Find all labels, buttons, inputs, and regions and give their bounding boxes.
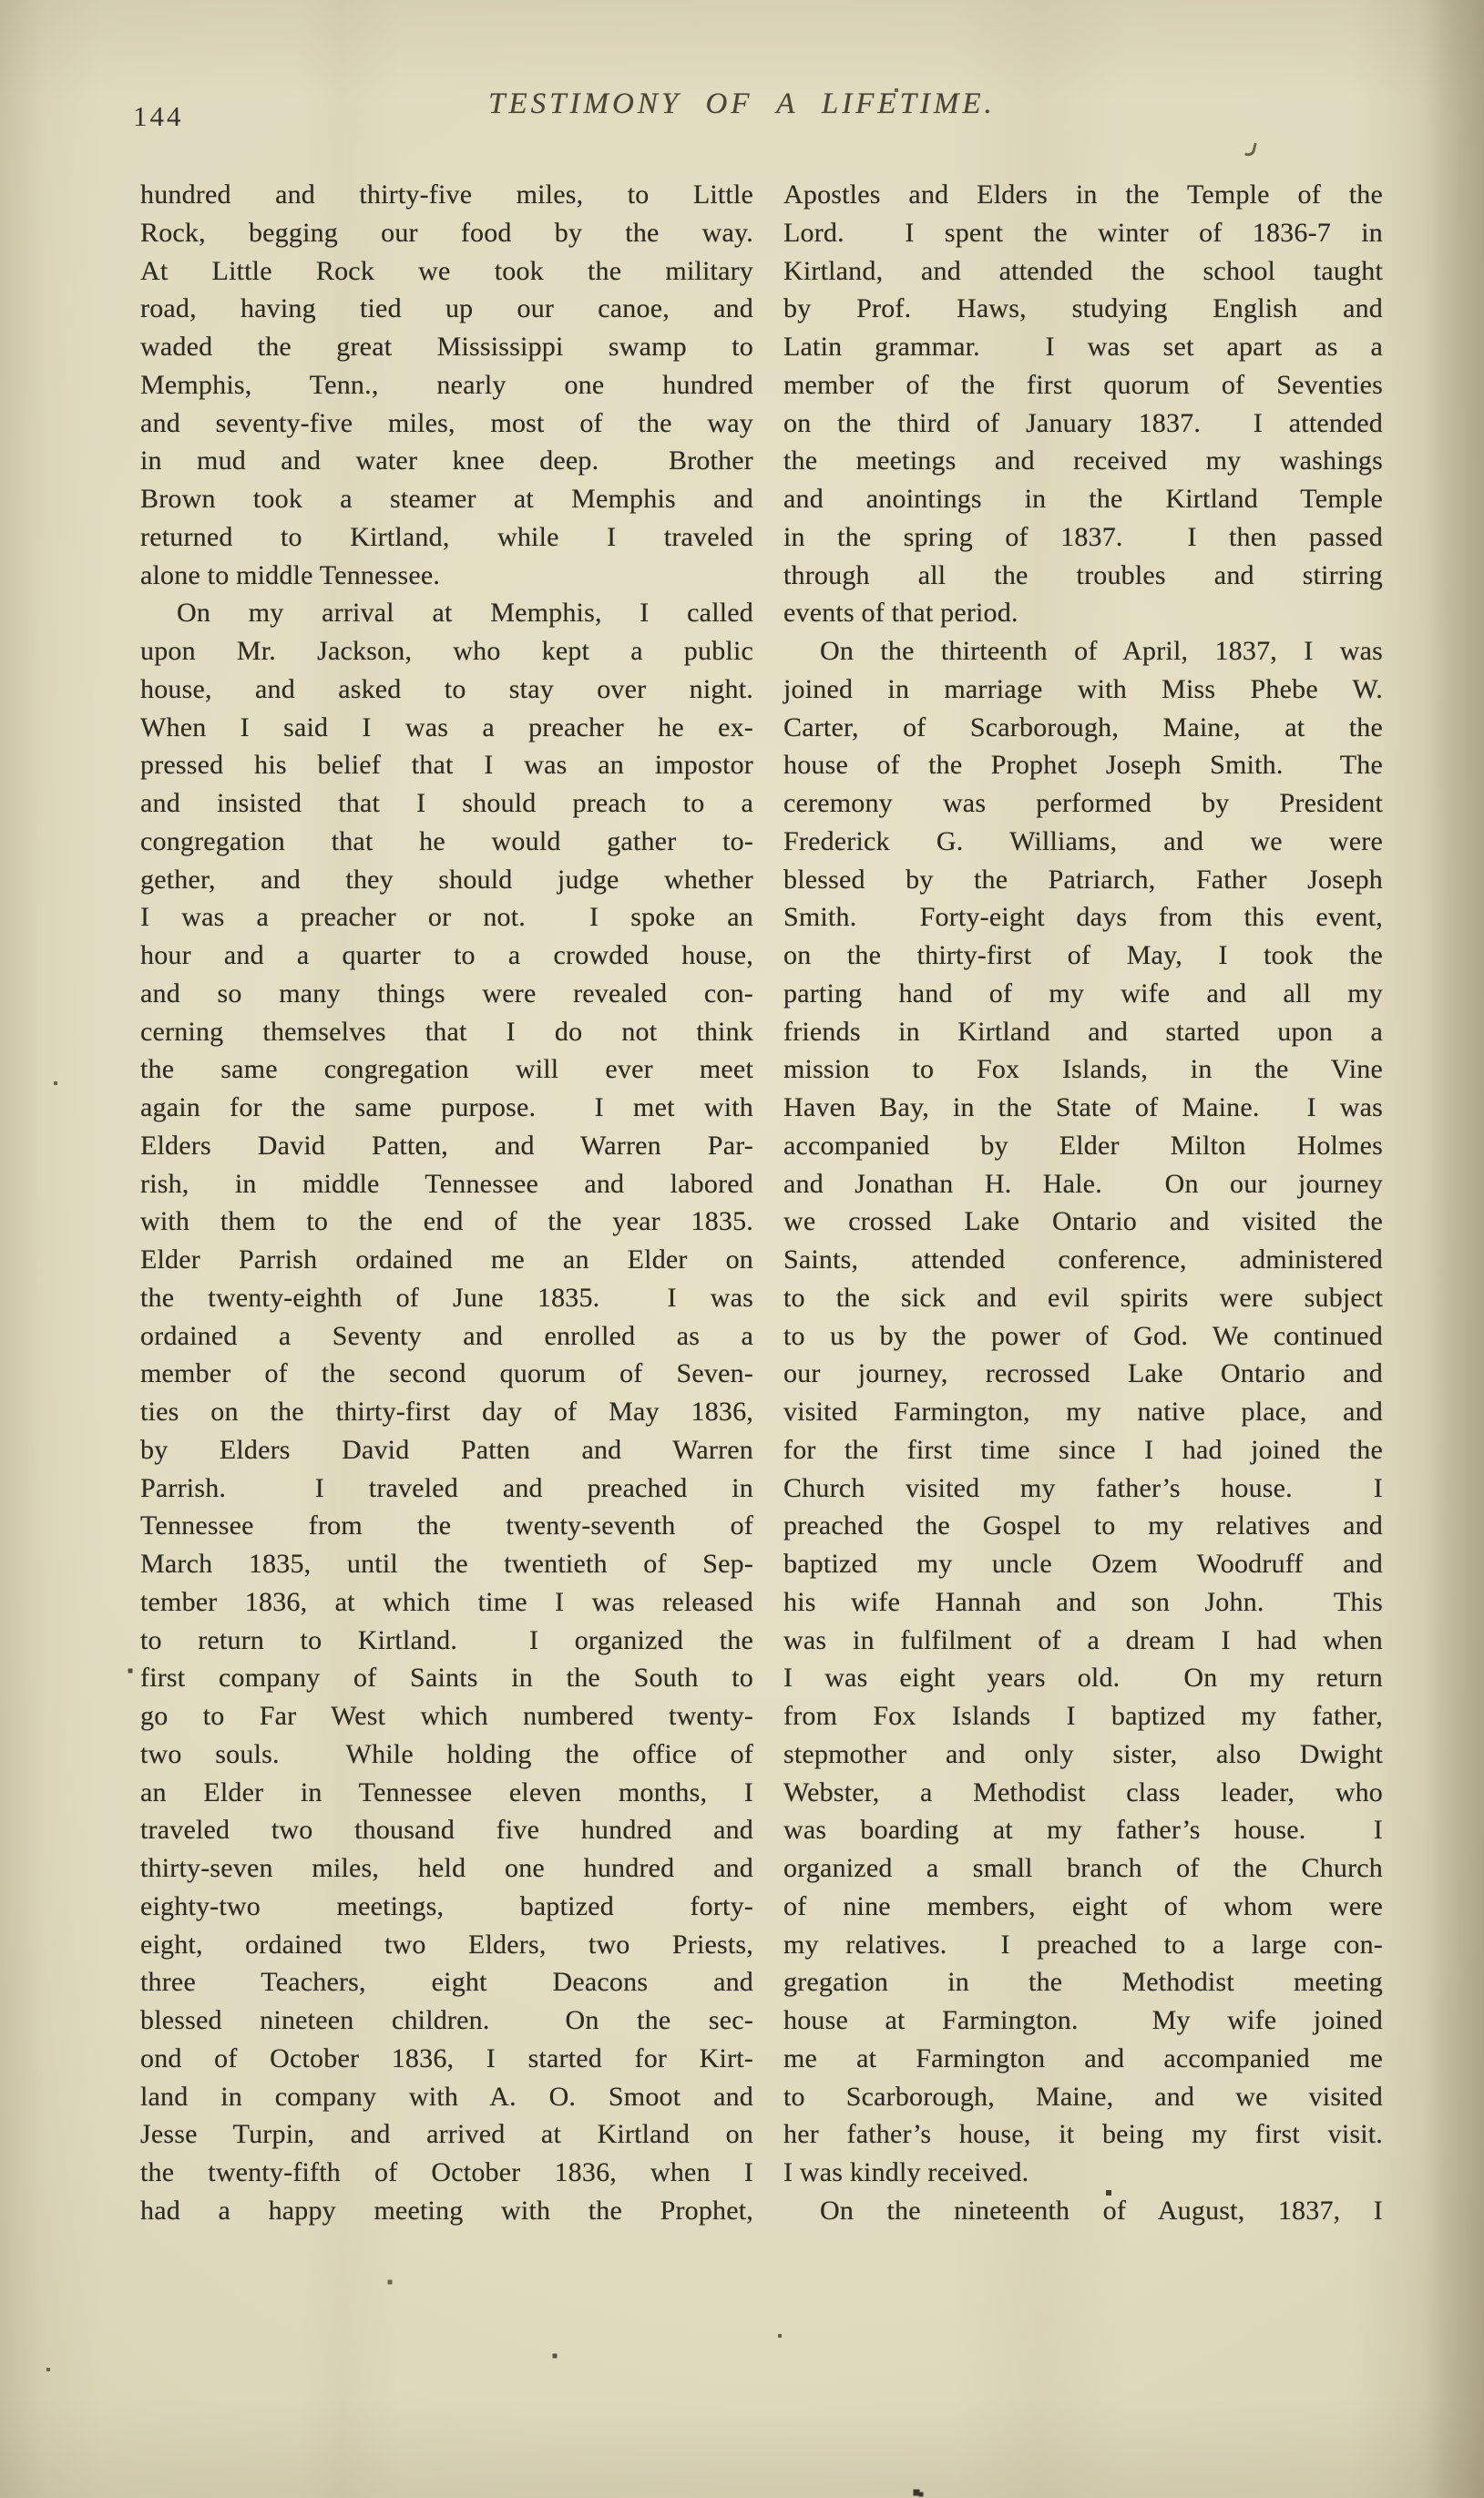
text-line: two souls. While holding the office of bbox=[140, 1738, 753, 1769]
text-line: events of that period. bbox=[783, 598, 1018, 629]
text-line: on the thirty-first of May, I took the bbox=[783, 940, 1383, 970]
running-title: TESTIMONY OF A LIFETIME. bbox=[488, 87, 996, 120]
text-line: upon Mr. Jackson, who kept a public bbox=[140, 636, 753, 666]
text-line: in mud and water knee deep. Brother bbox=[140, 445, 753, 476]
text-line: On the nineteenth of August, 1837, I bbox=[820, 2195, 1383, 2226]
text-line: traveled two thousand five hundred and bbox=[140, 1815, 753, 1846]
page-number: 144 bbox=[133, 100, 184, 132]
text-line: tember 1836, at which time I was released bbox=[140, 1586, 753, 1617]
text-line: ond of October 1836, I started for Kirt- bbox=[140, 2042, 753, 2073]
text-line: to the sick and evil spirits were subject bbox=[783, 1282, 1383, 1313]
text-line: again for the same purpose. I met with bbox=[140, 1092, 753, 1122]
text-line: gether, and they should judge whether bbox=[140, 864, 753, 895]
text-line: house of the Prophet Joseph Smith. The bbox=[783, 750, 1383, 781]
text-line: member of the second quorum of Seven- bbox=[140, 1358, 753, 1389]
text-line: in the spring of 1837. I then passed bbox=[783, 521, 1383, 552]
text-line: three Teachers, eight Deacons and bbox=[140, 1967, 753, 1998]
text-line: ordained a Seventy and enrolled as a bbox=[140, 1320, 753, 1351]
text-line: was boarding at my father’s house. I bbox=[783, 1815, 1383, 1846]
text-line: we crossed Lake Ontario and visited the bbox=[783, 1206, 1383, 1237]
text-line: Parrish. I traveled and preached in bbox=[140, 1472, 753, 1503]
text-line: Saints, attended conference, administered bbox=[783, 1244, 1383, 1275]
text-line: On my arrival at Memphis, I called bbox=[177, 598, 753, 629]
text-line: I was a preacher or not. I spoke an bbox=[140, 902, 753, 933]
text-line: rish, in middle Tennessee and labored bbox=[140, 1168, 753, 1199]
text-line: the twenty-eighth of June 1835. I was bbox=[140, 1282, 753, 1313]
text-line: his wife Hannah and son John. This bbox=[783, 1586, 1383, 1617]
text-line: Lord. I spent the winter of 1836-7 in bbox=[783, 217, 1383, 248]
text-line: had a happy meeting with the Prophet, bbox=[140, 2195, 753, 2226]
text-line: the twenty-fifth of October 1836, when I bbox=[140, 2157, 753, 2187]
text-line: At Little Rock we took the military bbox=[140, 255, 753, 286]
text-line: by Elders David Patten and Warren bbox=[140, 1434, 753, 1465]
right-column bbox=[783, 176, 1383, 2230]
text-line: waded the great Mississippi swamp to bbox=[140, 332, 753, 362]
text-line: land in company with A. O. Smoot and bbox=[140, 2081, 753, 2112]
text-line: Haven Bay, in the State of Maine. I was bbox=[783, 1092, 1383, 1122]
text-line: to Scarborough, Maine, and we visited bbox=[783, 2081, 1383, 2112]
text-line: thirty-seven miles, held one hundred and bbox=[140, 1853, 753, 1883]
text-line: Webster, a Methodist class leader, who bbox=[783, 1776, 1383, 1807]
text-line: and Jonathan H. Hale. On our journey bbox=[783, 1168, 1383, 1199]
text-line: returned to Kirtland, while I traveled bbox=[140, 521, 753, 552]
text-line: friends in Kirtland and started upon a bbox=[783, 1016, 1383, 1047]
text-line: accompanied by Elder Milton Holmes bbox=[783, 1130, 1383, 1161]
text-line: stepmother and only sister, also Dwight bbox=[783, 1738, 1383, 1769]
text-line: blessed nineteen children. On the sec- bbox=[140, 2005, 753, 2035]
text-line: parting hand of my wife and all my bbox=[783, 978, 1383, 1008]
text-line: road, having tied up our canoe, and bbox=[140, 293, 753, 324]
text-line: congregation that he would gather to- bbox=[140, 825, 753, 856]
text-line: my relatives. I preached to a large con- bbox=[783, 1929, 1383, 1960]
text-line: preached the Gospel to my relatives and bbox=[783, 1510, 1383, 1541]
text-line: through all the troubles and stirring bbox=[783, 559, 1383, 590]
ink-specks bbox=[0, 0, 2, 2]
text-line: Rock, begging our food by the way. bbox=[140, 217, 753, 248]
text-line: baptized my uncle Ozem Woodruff and bbox=[783, 1549, 1383, 1579]
text-line: house, and asked to stay over night. bbox=[140, 673, 753, 704]
text-line: Tennessee from the twenty-seventh of bbox=[140, 1510, 753, 1541]
text-line: for the first time since I had joined the bbox=[783, 1434, 1383, 1465]
text-line: On the thirteenth of April, 1837, I was bbox=[820, 636, 1383, 666]
text-line: Jesse Turpin, and arrived at Kirtland on bbox=[140, 2119, 753, 2150]
text-line: cerning themselves that I do not think bbox=[140, 1016, 753, 1047]
text-line: I was eight years old. On my return bbox=[783, 1663, 1383, 1694]
text-line: with them to the end of the year 1835. bbox=[140, 1206, 753, 1237]
text-line: I was kindly received. bbox=[783, 2157, 1029, 2187]
text-line: pressed his belief that I was an impostor bbox=[140, 750, 753, 781]
text-line: member of the first quorum of Seventies bbox=[783, 369, 1383, 400]
text-line: Elders David Patten, and Warren Par- bbox=[140, 1130, 753, 1161]
text-line: Frederick G. Williams, and we were bbox=[783, 825, 1383, 856]
text-line: the meetings and received my washings bbox=[783, 445, 1383, 476]
text-line: March 1835, until the twentieth of Sep- bbox=[140, 1549, 753, 1579]
text-line: ties on the thirty-first day of May 1836, bbox=[140, 1397, 753, 1427]
text-line: on the third of January 1837. I attended bbox=[783, 407, 1383, 438]
text-line: Elder Parrish ordained me an Elder on bbox=[140, 1244, 753, 1275]
text-line: her father’s house, it being my first visit. bbox=[783, 2119, 1383, 2150]
text-line: to return to Kirtland. I organized the bbox=[140, 1624, 753, 1655]
text-line: first company of Saints in the South to bbox=[140, 1663, 753, 1694]
text-line: of nine members, eight of whom were bbox=[783, 1890, 1383, 1921]
text-line: house at Farmington. My wife joined bbox=[783, 2005, 1383, 2035]
text-line: When I said I was a preacher he ex- bbox=[140, 712, 753, 742]
text-line: alone to middle Tennessee. bbox=[140, 559, 441, 590]
text-line: hundred and thirty-five miles, to Little bbox=[140, 179, 753, 210]
left-column bbox=[140, 176, 753, 2230]
text-line: eight, ordained two Elders, two Priests, bbox=[140, 1929, 753, 1960]
text-line: Kirtland, and attended the school taught bbox=[783, 255, 1383, 286]
text-line: go to Far West which numbered twenty- bbox=[140, 1701, 753, 1731]
text-line: an Elder in Tennessee eleven months, I bbox=[140, 1776, 753, 1807]
text-line: me at Farmington and accompanied me bbox=[783, 2042, 1383, 2073]
text-line: Latin grammar. I was set apart as a bbox=[783, 332, 1383, 362]
text-line: and seventy-five miles, most of the way bbox=[140, 407, 753, 438]
page-edge-shadow bbox=[1421, 0, 1484, 2498]
text-line: from Fox Islands I baptized my father, bbox=[783, 1701, 1383, 1731]
text-line: organized a small branch of the Church bbox=[783, 1853, 1383, 1883]
text-line: to us by the power of God. We continued bbox=[783, 1320, 1383, 1351]
text-line: and anointings in the Kirtland Temple bbox=[783, 484, 1383, 514]
text-line: Memphis, Tenn., nearly one hundred bbox=[140, 369, 753, 400]
text-line: by Prof. Haws, studying English and bbox=[783, 293, 1383, 324]
text-line: Church visited my father’s house. I bbox=[783, 1472, 1383, 1503]
text-line: Apostles and Elders in the Temple of the bbox=[783, 179, 1383, 210]
text-line: hour and a quarter to a crowded house, bbox=[140, 940, 753, 970]
text-line: mission to Fox Islands, in the Vine bbox=[783, 1054, 1383, 1085]
text-line: Carter, of Scarborough, Maine, at the bbox=[783, 712, 1383, 742]
text-line: blessed by the Patriarch, Father Joseph bbox=[783, 864, 1383, 895]
text-line: was in fulfilment of a dream I had when bbox=[783, 1624, 1383, 1655]
text-line: the same congregation will ever meet bbox=[140, 1054, 753, 1085]
text-line: Brown took a steamer at Memphis and bbox=[140, 484, 753, 514]
text-line: joined in marriage with Miss Phebe W. bbox=[783, 673, 1383, 704]
text-line: visited Farmington, my native place, and bbox=[783, 1397, 1383, 1427]
text-line: gregation in the Methodist meeting bbox=[783, 1967, 1383, 1998]
ink-mark bbox=[1244, 141, 1257, 158]
text-line: eighty-two meetings, baptized forty- bbox=[140, 1890, 753, 1921]
text-line: our journey, recrossed Lake Ontario and bbox=[783, 1358, 1383, 1389]
text-line: Smith. Forty-eight days from this event, bbox=[783, 902, 1383, 933]
text-line: and so many things were revealed con- bbox=[140, 978, 753, 1008]
text-line: ceremony was performed by President bbox=[783, 788, 1383, 818]
page-header bbox=[0, 87, 1484, 142]
text-line: and insisted that I should preach to a bbox=[140, 788, 753, 818]
